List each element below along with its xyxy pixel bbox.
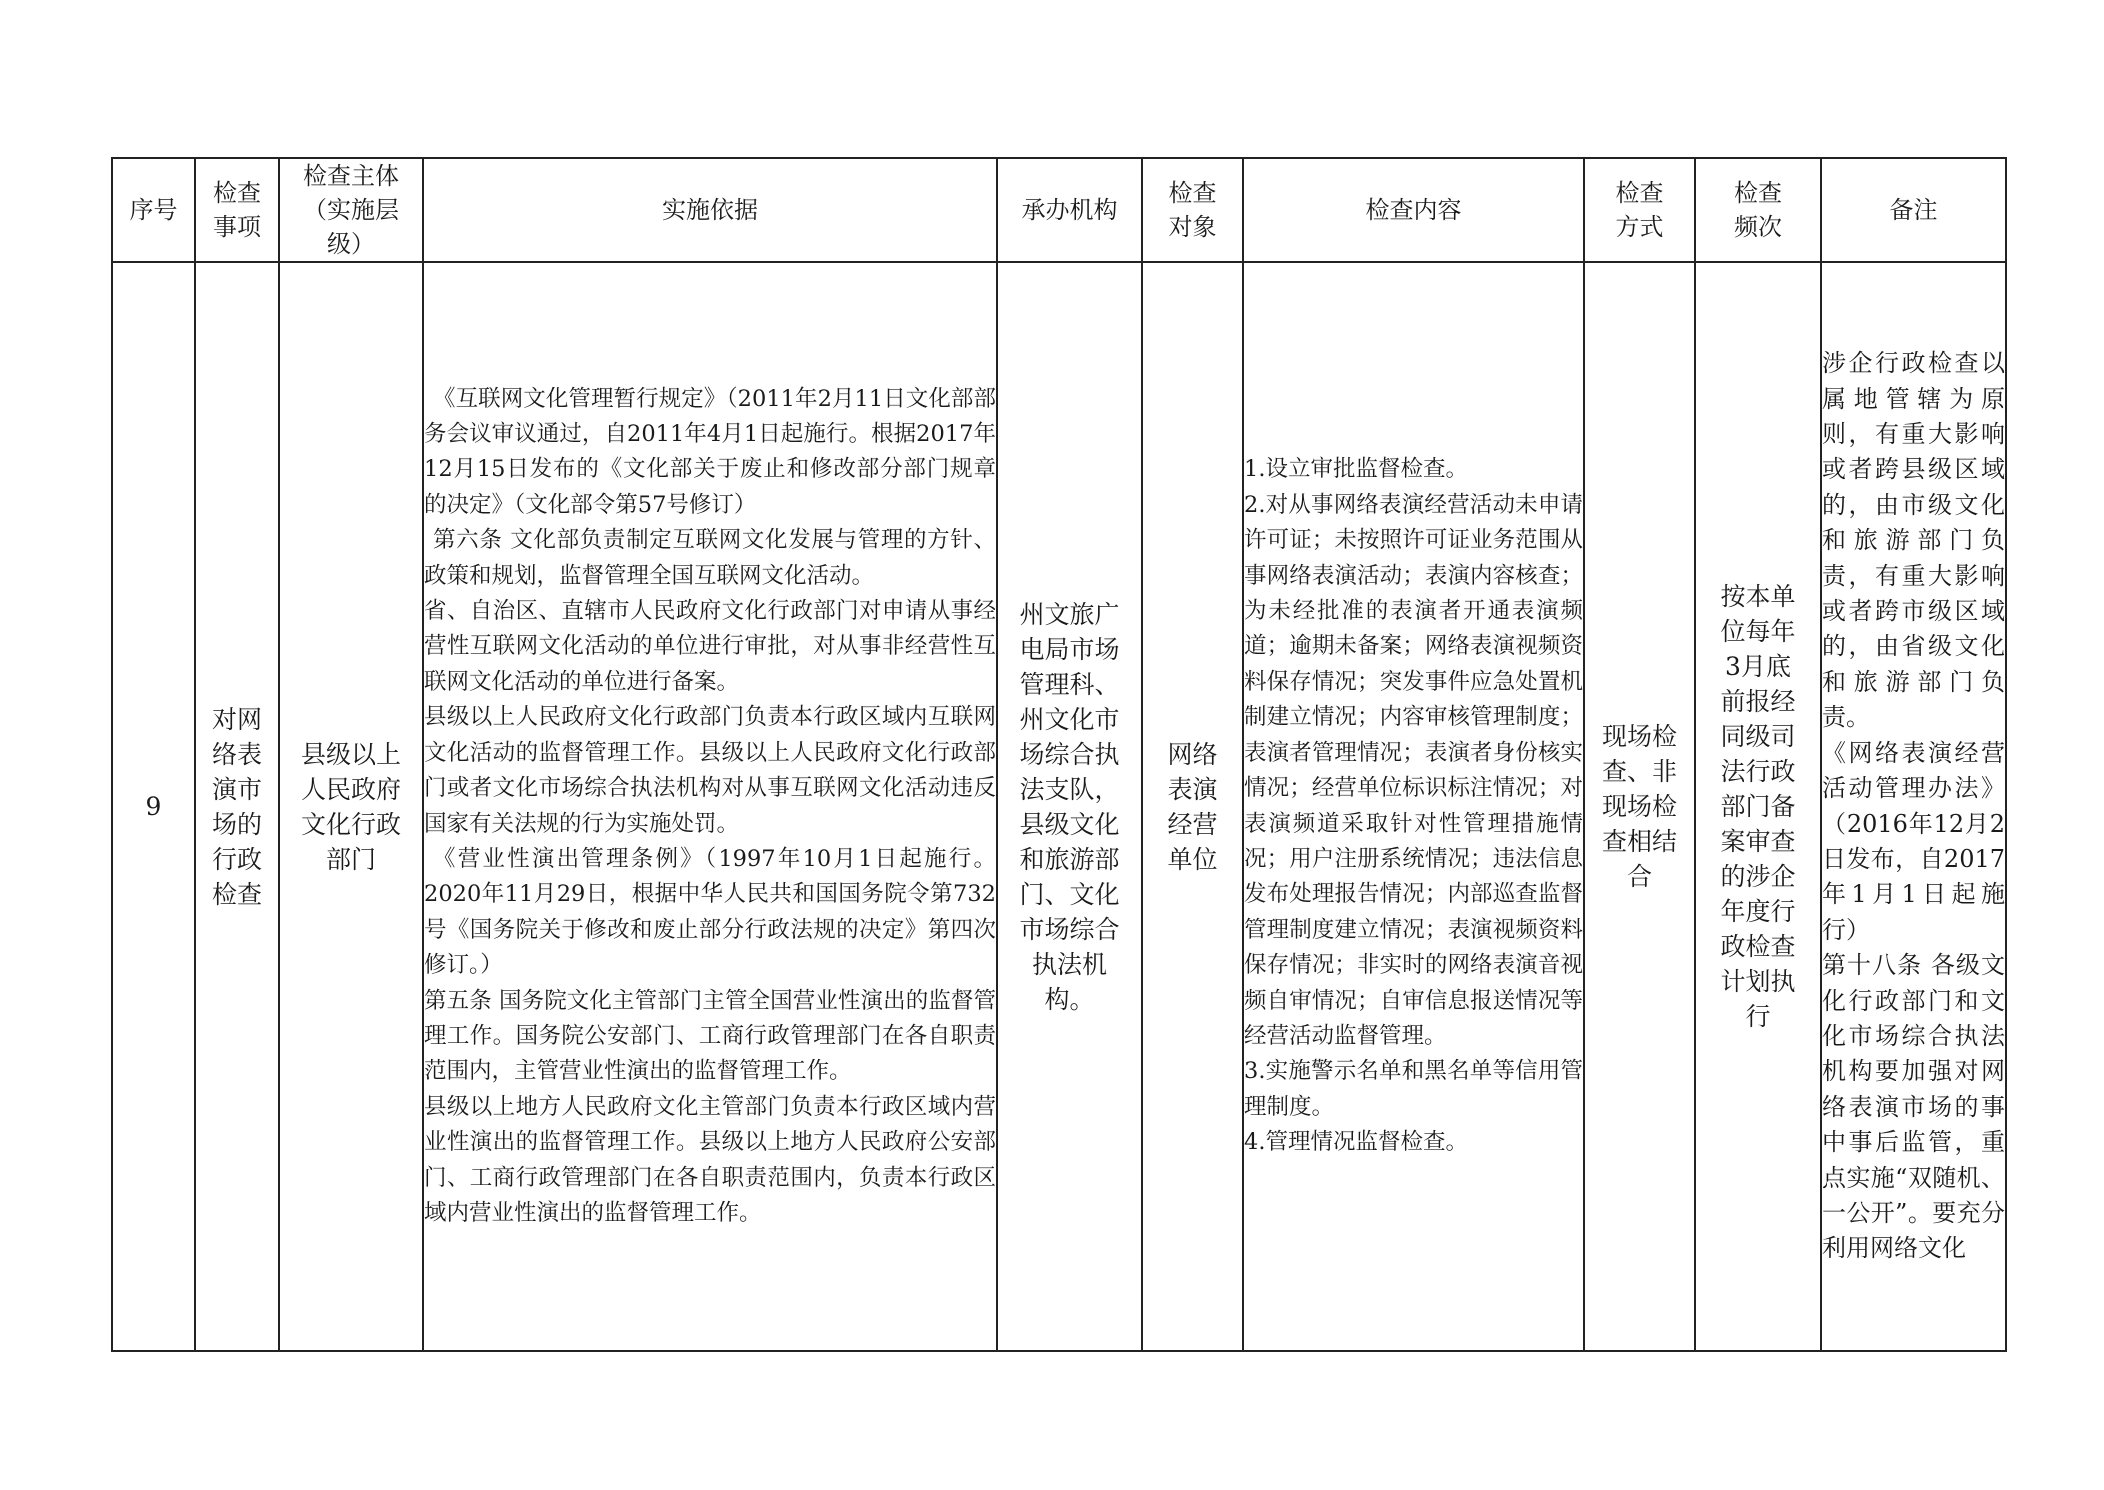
row-content: [1243, 262, 1584, 1351]
row-target: 网络表演经营单位: [1142, 262, 1243, 1351]
row-basis: [423, 262, 997, 1351]
row-org: 州文旅广电局市场管理科、州文化市场综合执法支队，县级文化和旅游部门、文化市场综合执法机构。: [997, 262, 1142, 1351]
header-org: 承办机构: [997, 158, 1142, 262]
row-method: 现场检查、非现场检查相结合: [1584, 262, 1695, 1351]
row-item: 对网络表演市场的行政检查: [195, 262, 279, 1351]
header-method: 检查方式: [1584, 158, 1695, 262]
row-remark: [1821, 262, 2006, 1351]
header-remark: 备注: [1821, 158, 2006, 262]
content-item: 1.设立审批监督检查。: [1244, 456, 1468, 483]
table-row: [112, 262, 2006, 1351]
basis-paragraph: 第六条 文化部负责制定互联网文化发展与管理的方针、政策和规划，监督管理全国互联网文化活动。: [424, 527, 996, 589]
header-content: 检查内容: [1243, 158, 1584, 262]
basis-paragraph: 县级以上人民政府文化行政部门负责本行政区域内互联网文化活动的监督管理工作。县级以上人民政府文化行政部门或者文化市场综合执法机构对从事互联网文化活动违反国家有关法规的行为实施处罚。: [424, 704, 996, 837]
content-item: 2.对从事网络表演经营活动未申请许可证；未按照许可证业务范围从事网络表演活动；表演内容核查；为未经批准的表演者开通表演频道；逾期未备案；网络表演视频资料保存情况；突发事件应急处置机制建立情况；内容审核管理制度；表演者管理情况；表演者身份核实情况；经营单位标识标注情况；对表演频道采取针对性管理措施情况；用户注册系统情况；违法信息发布处理报告情况；内部巡查监督管理制度建立情况；表演视频资料保存情况；非实时的网络表演音视频自审情况；自审信息报送情况等经营活动监督管理。: [1244, 491, 1583, 1049]
remark-paragraph: 《网络表演经营活动管理办法》（2016年12月2日发布，自2017年1月1日起施行）: [1822, 738, 2005, 944]
header-subject: 检查主体（实施层级）: [279, 158, 423, 262]
header-seq: 序号: [112, 158, 195, 262]
basis-paragraph: 《互联网文化管理暂行规定》（2011年2月11日文化部部务会议审议通过，自2011年4月1日起施行。根据2017年12月15日发布的《文化部关于废止和修改部分部门规章的决定》（文化部令第57号修订）: [424, 385, 996, 518]
row-frequency: 按本单位每年3月底前报经同级司法行政部门备案审查的涉企年度行政检查计划执行: [1695, 262, 1821, 1351]
basis-paragraph: 省、自治区、直辖市人民政府文化行政部门对申请从事经营性互联网文化活动的单位进行审批，对从事非经营性互联网文化活动的单位进行备案。: [424, 598, 996, 695]
header-frequency: 检查频次: [1695, 158, 1821, 262]
basis-paragraph: 第五条 国务院文化主管部门主管全国营业性演出的监督管理工作。国务院公安部门、工商行政管理部门在各自职责范围内，主管营业性演出的监督管理工作。: [424, 987, 996, 1085]
header-row: [112, 158, 2006, 262]
content-item: 4.管理情况监督检查。: [1244, 1129, 1468, 1156]
header-target: 检查对象: [1142, 158, 1243, 262]
header-basis: 实施依据: [423, 158, 997, 262]
header-item: 检查事项: [195, 158, 279, 262]
row-subject: 县级以上人民政府文化行政部门: [279, 262, 423, 1351]
remark-paragraph: 第十八条 各级文化行政部门和文化市场综合执法机构要加强对网络表演市场的事中事后监管，重点实施“双随机、一公开”。要充分利用网络文化: [1822, 951, 2005, 1263]
row-seq: 9: [112, 262, 195, 1351]
basis-paragraph: 县级以上地方人民政府文化主管部门负责本行政区域内营业性演出的监督管理工作。县级以上地方人民政府公安部门、工商行政管理部门在各自职责范围内，负责本行政区域内营业性演出的监督管理工作。: [424, 1093, 996, 1226]
content-item: 3.实施警示名单和黑名单等信用管理制度。: [1244, 1058, 1583, 1120]
inspection-table: [111, 157, 2007, 1352]
basis-paragraph: 《营业性演出管理条例》（1997年10月1日起施行。2020年11月29日，根据中华人民共和国国务院令第732号《国务院关于修改和废止部分行政法规的决定》第四次修订。）: [424, 845, 996, 979]
remark-paragraph: 涉企行政检查以属地管辖为原则，有重大影响或者跨县级区域的，由市级文化和旅游部门负责，有重大影响或者跨市级区域的，由省级文化和旅游部门负责。: [1822, 349, 2005, 732]
